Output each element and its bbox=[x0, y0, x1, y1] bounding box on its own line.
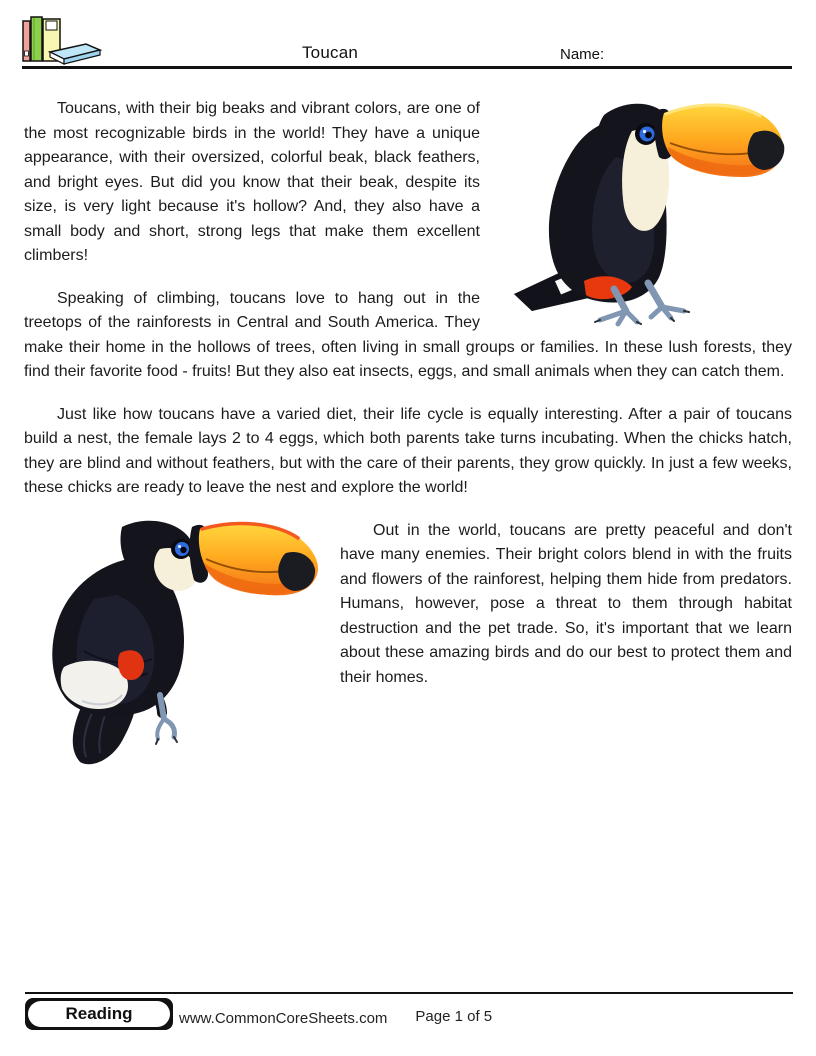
header-divider bbox=[22, 66, 792, 69]
page-number: Page 1 of 5 bbox=[415, 1008, 493, 1025]
books-logo-icon bbox=[20, 10, 104, 68]
paragraph-1: Toucans, with their big beaks and vibrant colors, are one of the most recognizable birds in the world! They have a unique appearance, with their oversized, colorful beak, black feathers, and bright eyes. But did you know that their beak, despite its size, is very light because it's hollow? And, they also have a small body and short, strong legs that make them excellent climbers! bbox=[24, 100, 480, 264]
paragraph-2: Speaking of climbing, toucans love to hang out in the treetops of the rainforests in Central and South America. They make their home in the hollows of trees, often living in small groups or families. In these lush forests, they find their favorite food - fruits! But they also eat insects, eggs, and small animals when they can catch them. bbox=[24, 289, 792, 380]
header bbox=[0, 0, 816, 69]
paragraph-4: Out in the world, toucans are pretty peaceful and don't have many enemies. Their bright colors blend in with the fruits and flowers of the rainforest, helping them hide from predators. Humans, however, pose a threat to them through habitat destruction and the pet trade. So, it's important that we learn about these amazing birds and do our best to protect them and their homes. bbox=[340, 521, 792, 686]
paragraph-3: Just like how toucans have a varied diet, their life cycle is equally interesting. After a pair of toucans build a nest, the female lays 2 to 4 eggs, which both parents take turns incubating. When the chicks hatch, they are blind and without feathers, but with the care of their parents, they grow quickly. In just a few weeks, these chicks are ready to leave the nest and explore the world! bbox=[24, 405, 792, 496]
website-text: www.CommonCoreSheets.com bbox=[179, 1010, 388, 1027]
footer-divider bbox=[25, 992, 793, 994]
article bbox=[24, 97, 792, 766]
toucan-perched-image bbox=[24, 519, 326, 766]
reading-badge-label: Reading bbox=[28, 1001, 170, 1027]
reading-badge bbox=[25, 998, 173, 1030]
footer bbox=[25, 997, 793, 1031]
name-label: Name: bbox=[560, 46, 605, 63]
page-title: Toucan bbox=[301, 43, 359, 62]
toucan-standing-image bbox=[492, 97, 792, 327]
